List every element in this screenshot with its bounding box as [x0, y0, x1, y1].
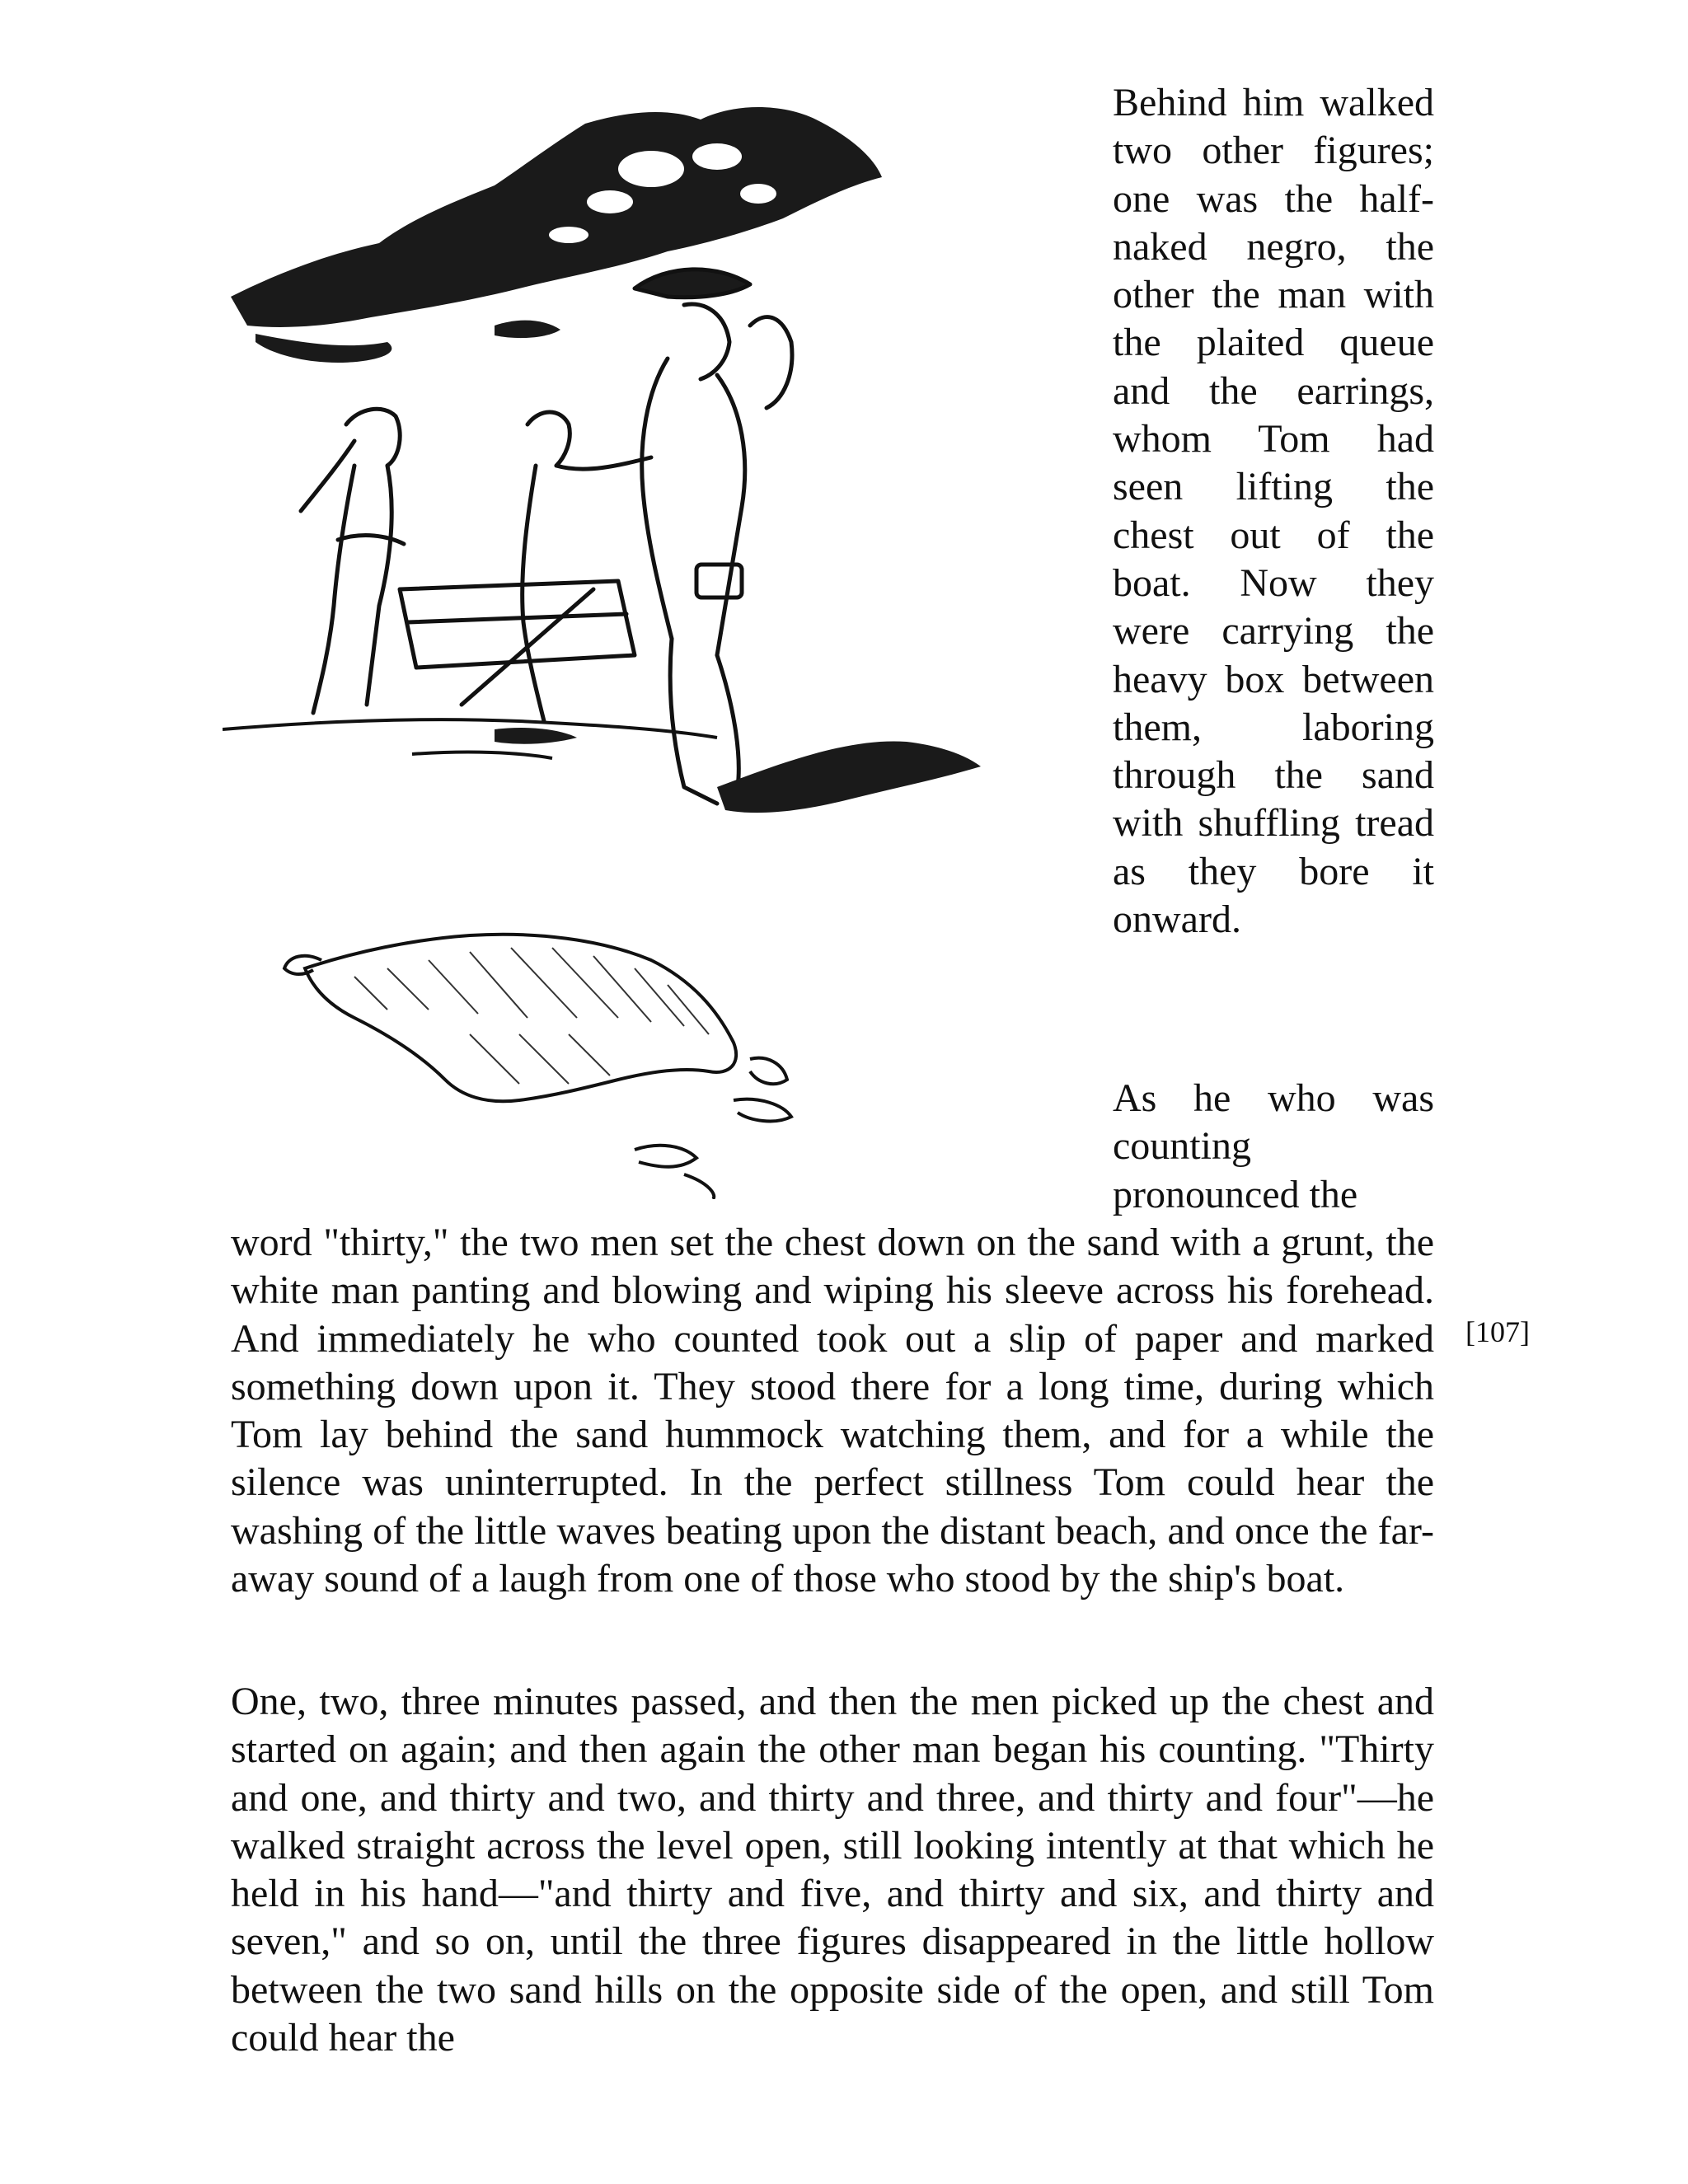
- page-number: [107]: [1465, 1315, 1530, 1348]
- pirates-illustration: [223, 78, 1104, 1199]
- paragraph-behind-him: Behind him walked two other figures; one was the half-naked negro, the other the man with the plaited queue and the earrings, whom Tom had seen lifting the chest out of the boat. Now they were carrying the heavy box between them, laboring through the sand with shuffling tread as they bore it onward.: [1113, 81, 1434, 942]
- island-hatching: [354, 948, 709, 1084]
- ground-lines: [223, 719, 717, 758]
- paragraph-as-he-body: word "thirty," the two men set the chest down on the sand with a grunt, the white man panting and blowing and wiping his sleeve across his forehead. And immediately he who counted took out a slip of paper and marked something down upon it. They stood there for a long time, during which Tom lay behind the sand hummock watching them, and for a while the silence was uninterrupted. In the perfect stillness Tom could hear the washing of the little waves beating upon the distant beach, and once the far-away sound of a laugh from one of those who stood by the ship's boat.: [231, 1221, 1434, 1601]
- paragraph-one-two-three: One, two, three minutes passed, and then the men picked up the chest and started on again; and then again the other man began his counting. "Thirty and one, and thirty and two, and thirty and three, and thirty and four"—he walked straight across the level open, still looking intently at that which he held in his hand—"and thirty and five, and thirty and six, and thirty and seven," and so on, until the three figures disappeared in the little hollow between the two sand hills on the opposite side of the open, and still Tom could hear the: [231, 1680, 1434, 2060]
- paragraph-as-he-lead: As he who was counting pronounced the: [1113, 1076, 1434, 1216]
- island-shape: [284, 935, 791, 1199]
